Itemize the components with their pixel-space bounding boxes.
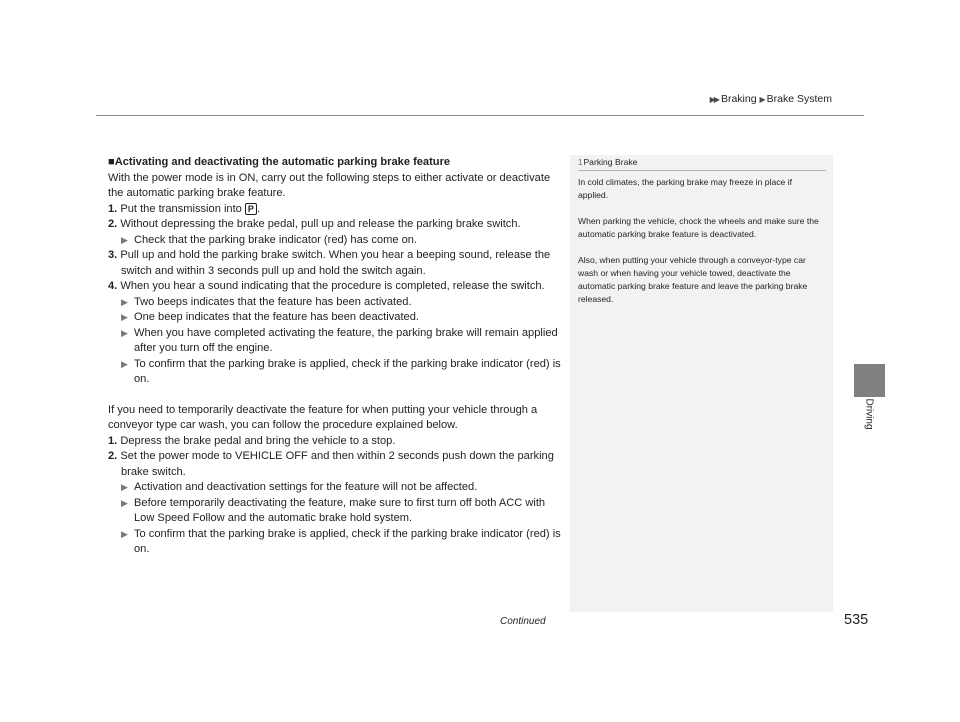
arrow-icon: ▶: [121, 327, 128, 338]
notes-sidebar: [570, 155, 833, 612]
breadcrumb: [710, 93, 832, 105]
sidebar-title: 1Parking Brake: [578, 157, 826, 171]
step-4-note: ▶ One beep indicates that the feature has been deactivated.: [108, 310, 563, 326]
temp-step-note: ▶ Before temporarily deactivating the feature, make sure to first turn off both ACC with Low Speed Follow and the automatic brake hold system.: [121, 496, 546, 524]
arrow-icon: ▶: [759, 95, 764, 104]
main-content: [108, 155, 563, 558]
step-4-note: ▶ Two beeps indicates that the feature has been activated.: [108, 295, 563, 311]
conveyor-paragraph: If you need to temporarily deactivate the feature for when putting your vehicle through a conveyor type car wash, you can follow the procedure explained below.: [108, 403, 538, 431]
temp-step-1: 1. Depress the brake pedal and bring the vehicle to a stop.: [108, 434, 396, 447]
continued-label: Continued: [500, 616, 546, 627]
temp-step-note: ▶ Activation and deactivation settings for the feature will not be affected.: [108, 480, 563, 496]
step-4-note: ▶ When you have completed activating the feature, the parking brake will remain applied after you turn off the engine.: [121, 326, 558, 354]
step-3: 3. Pull up and hold the parking brake switch. When you hear a beeping sound, release the switch and within 3 seconds pull up and hold the switch again.: [108, 249, 551, 277]
section-tab-label: Driving: [863, 398, 875, 430]
arrow-icon: ▶: [121, 234, 128, 245]
step-4: 4. When you hear a sound indicating that the procedure is completed, release the switch.: [108, 280, 545, 292]
section-heading: ■Activating and deactivating the automatic parking brake feature: [108, 156, 451, 168]
page-number: 535: [844, 612, 869, 628]
double-arrow-icon: ▶▶: [709, 95, 718, 104]
temp-step-2: 2. Set the power mode to VEHICLE OFF and then within 2 seconds push down the parking brake switch.: [108, 450, 554, 478]
sidebar-note: When parking the vehicle, chock the wheels and make sure the automatic parking brake feature is deactivated.: [578, 216, 819, 239]
arrow-icon: ▶: [121, 312, 128, 322]
header-divider: [96, 115, 864, 116]
step-2-note: ▶ Check that the parking brake indicator (red) has come on.: [108, 233, 563, 249]
arrow-icon: ▶: [121, 497, 128, 508]
intro-paragraph: With the power mode is in ON, carry out the following steps to either activate or deactivate the automatic parking brake feature.: [108, 171, 551, 199]
sidebar-note: In cold climates, the parking brake may freeze in place if applied.: [578, 177, 792, 200]
step-2: 2. Without depressing the brake pedal, pull up and release the parking brake switch.: [108, 218, 521, 230]
arrow-icon: ▶: [121, 528, 128, 539]
park-key-icon: P: [245, 203, 257, 215]
note-ref-icon: 1: [578, 158, 583, 167]
temp-step-note: ▶ To confirm that the parking brake is applied, check if the parking brake indicator (red) is on.: [121, 527, 561, 555]
step-1: 1. Put the transmission into P .: [108, 202, 261, 215]
arrow-icon: ▶: [121, 358, 128, 369]
breadcrumb-item-brake-system[interactable]: Brake System: [766, 93, 832, 105]
breadcrumb-item-braking[interactable]: Braking: [720, 93, 757, 105]
arrow-icon: ▶: [121, 296, 128, 307]
step-4-note: ▶ To confirm that the parking brake is applied, check if the parking brake indicator (red) is on.: [121, 357, 561, 385]
sidebar-note: Also, when putting your vehicle through a conveyor-type car wash or when having your vehicle towed, deactivate the automatic parking brake feature and leave the parking brake released.: [578, 255, 808, 304]
arrow-icon: ▶: [121, 482, 128, 492]
